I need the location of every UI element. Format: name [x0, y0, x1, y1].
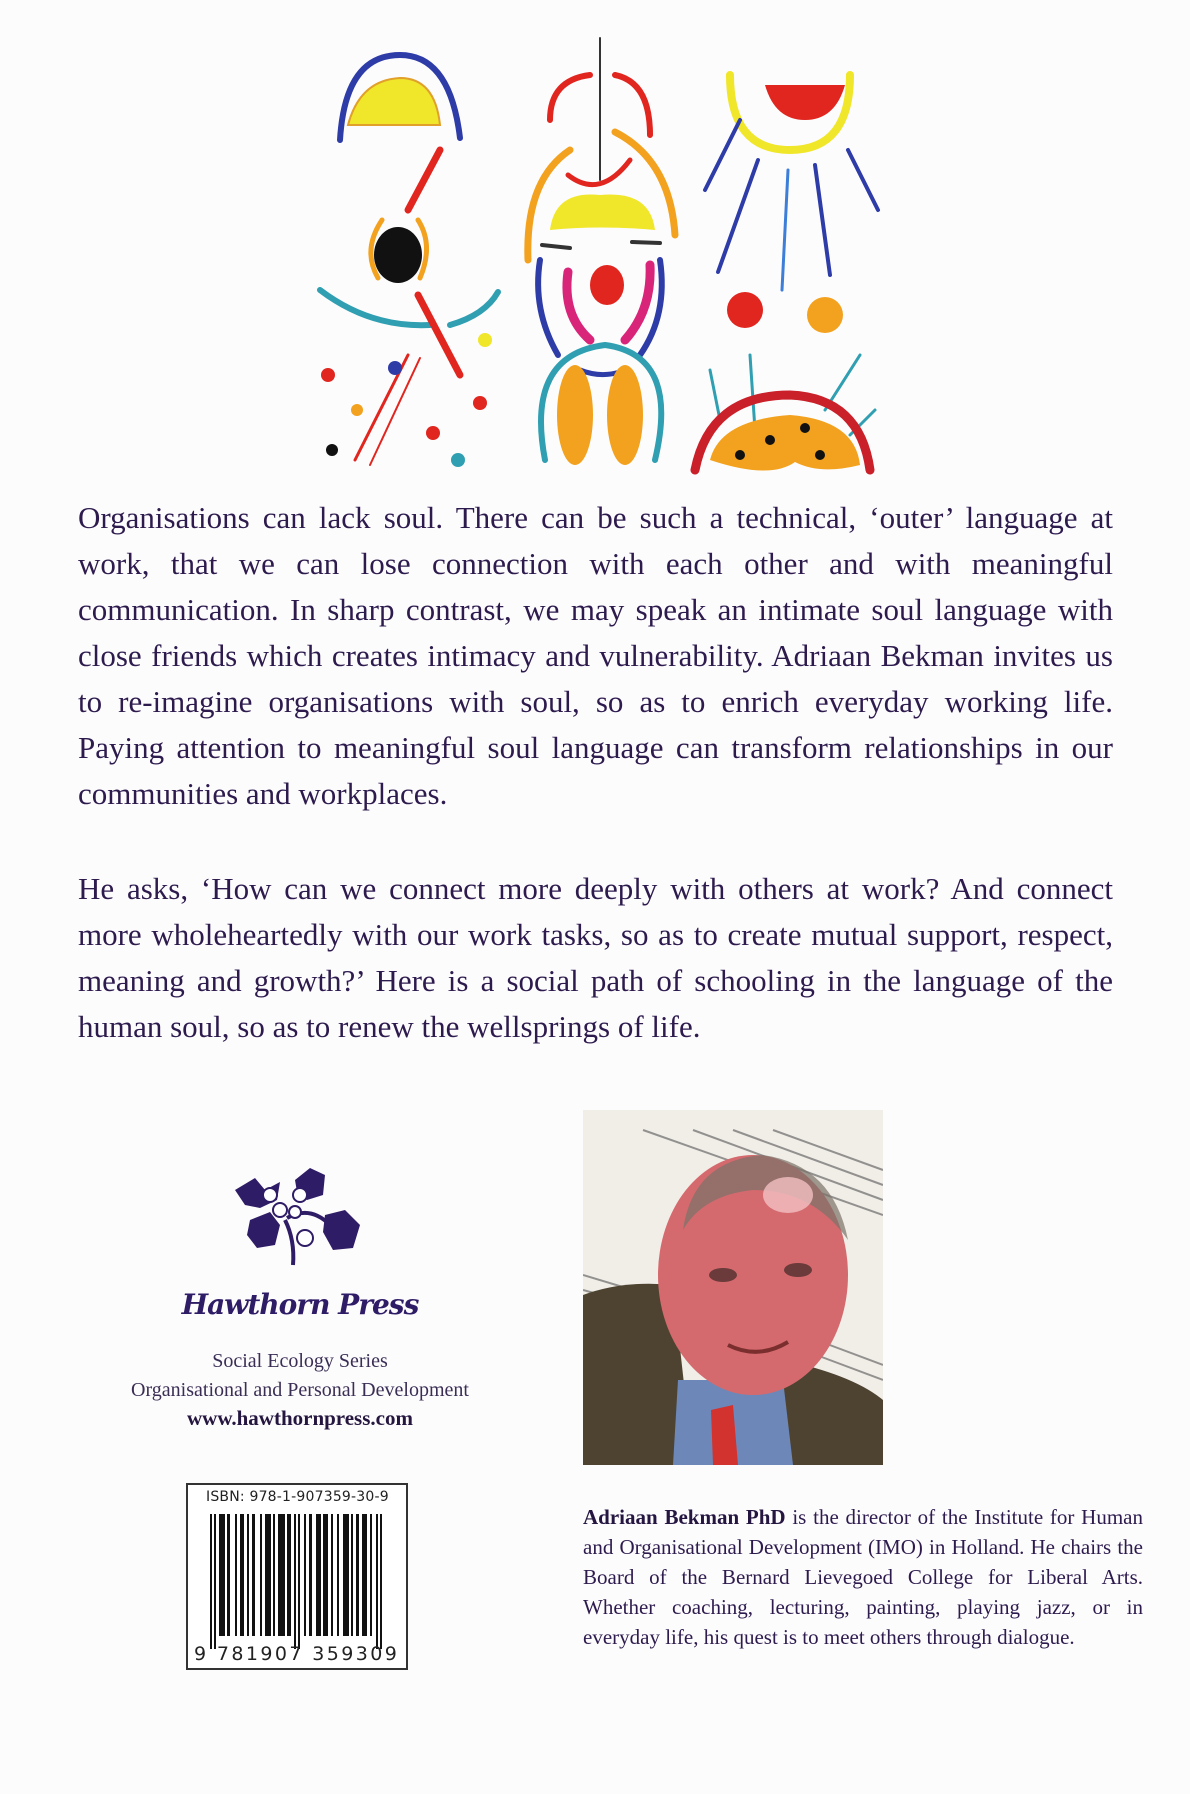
author-bio	[583, 1502, 1143, 1652]
series-name: Social Ecology Series	[212, 1350, 388, 1372]
subseries-name: Organisational and Personal Development	[131, 1379, 469, 1401]
author-portrait-image	[583, 1110, 883, 1465]
series-info	[90, 1347, 510, 1405]
cover-illustration	[300, 10, 900, 480]
publisher-block	[90, 1160, 510, 1432]
author-bio-text: is the director of the Institute for Human and Organisational Development (IMO) in Holland. He chairs the Board of the Bernard Lievegoed College for Liberal Arts. Whether coaching, lecturing, painting, playing jazz, or in everyday life, his quest is to meet others through dialogue.	[583, 1505, 1143, 1649]
blurb-paragraph-2	[78, 866, 1113, 1050]
blurb-text-2: He asks, ‘How can we connect more deeply with others at work? And connect more wholeheartedly with our work tasks, so as to create mutual support, respect, meaning and growth?’ Here is a social path of schooling in the language of the human soul, so as to renew the wellsprings of life.	[78, 871, 1113, 1044]
author-photo	[583, 1110, 883, 1465]
barcode-icon	[210, 1514, 390, 1649]
isbn-barcode	[186, 1483, 408, 1670]
blurb-paragraph-1	[78, 495, 1113, 817]
isbn-label: ISBN: 978-1-907359-30-9	[206, 1489, 389, 1505]
ean-digits: 9 781907 359309	[194, 1643, 400, 1665]
hawthorn-branch-icon	[225, 1160, 375, 1270]
publisher-name: Hawthorn Press	[181, 1288, 419, 1321]
author-name: Adriaan Bekman PhD	[583, 1505, 786, 1529]
blurb-text-1: Organisations can lack soul. There can be such a technical, ‘outer’ language at work, that we can lose connection with each other and with meaningful communication. In sharp contrast, we may speak an intimate soul language with close friends which creates intimacy and vulnerability. Adriaan Bekman invites us to re-imagine organisations with soul, so as to enrich everyday working life. Paying attention to meaningful soul language can transform relationships in our communities and workplaces.	[78, 500, 1113, 811]
publisher-website-link[interactable]: www.hawthornpress.com	[187, 1406, 413, 1430]
